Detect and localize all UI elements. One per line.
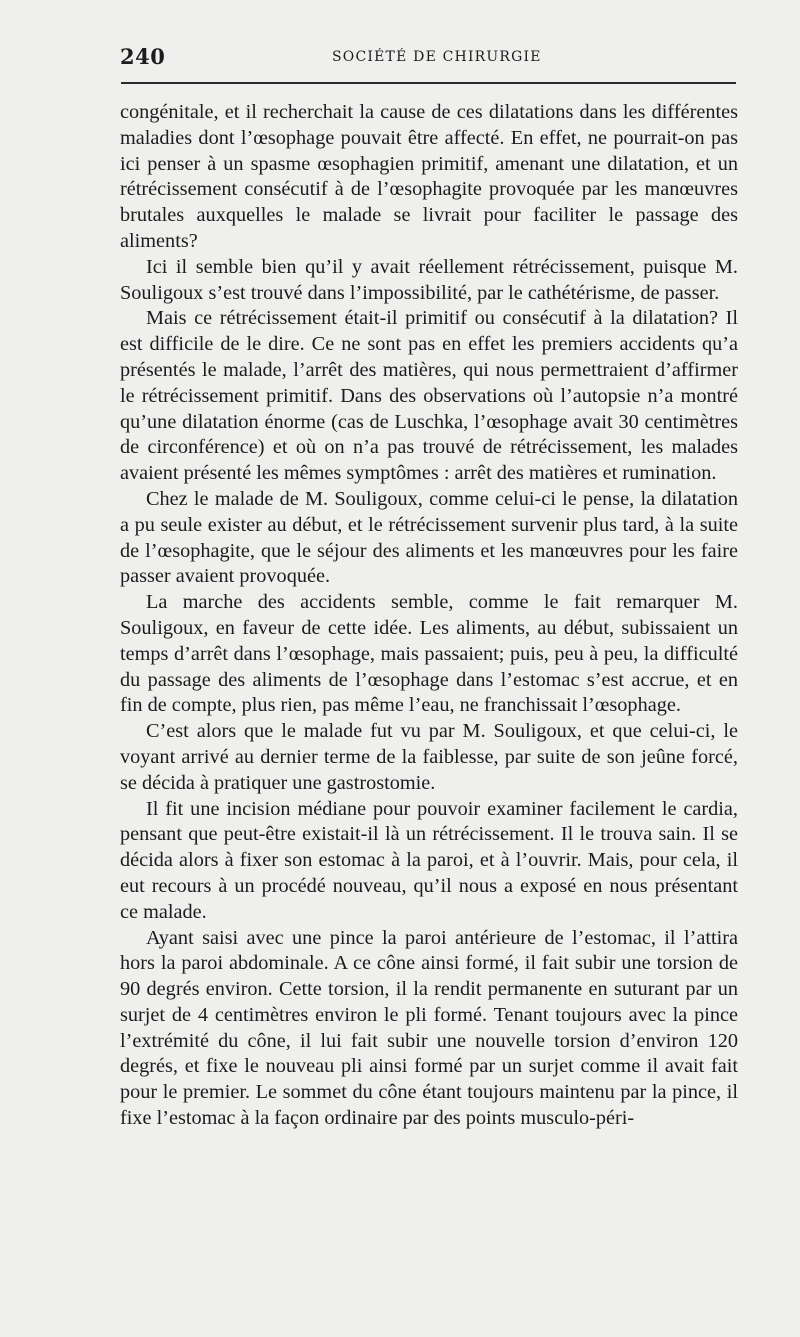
paragraph-7: Il fit une incision médiane pour pouvoir examiner facilement le cardia, pensant que peut-être existait-il là un rétrécissement. Il le trouva sain. Il se décida alors à fixer son estomac à la paroi, et à l’ouvrir. Mais, pour cela, il eut recours à un procédé nouveau, qu’il nous a exposé en nous présentant ce malade. [120,797,738,923]
body-text [120,100,738,1132]
paragraph-6: C’est alors que le malade fut vu par M. Souligoux, et que celui-ci, le voyant arrivé au dernier terme de la faiblesse, par suite de son jeûne forcé, se décida à pratiquer une gastrostomie. [120,720,738,794]
journal-title: SOCIÉTÉ DE CHIRURGIE [332,49,542,65]
paragraph-4: Chez le malade de M. Souligoux, comme celui-ci le pense, la dilatation a pu seule exister au début, et le rétrécissement survenir plus tard, à la suite de l’œsophagite, que le séjour des aliments et les manœuvres pour les faire passer avaient provoquée. [120,487,738,588]
paragraph-3: Mais ce rétrécissement était-il primitif ou consécutif à la dilatation? Il est difficile de le dire. Ce ne sont pas en effet les premiers accidents qu’a présentés le malade, l’arrêt des matières, qui nous permettraient d’affirmer le rétrécissement primitif. Dans des observations où l’autopsie n’a montré qu’une dilatation énorme (cas de Luschka, l’œsophage avait 30 centimètres de circonférence) et où on n’a pas trouvé de rétrécissement, les malades avaient présenté les mêmes symptômes : arrêt des matières et rumination. [120,307,738,485]
page-number: 240 [120,44,166,69]
paragraph-2: Ici il semble bien qu’il y avait réellement rétrécissement, puisque M. Souligoux s’est trouvé dans l’impossibilité, par le cathétérisme, de passer. [120,255,738,304]
paragraph-8: Ayant saisi avec une pince la paroi antérieure de l’estomac, il l’attira hors la paroi abdominale. A ce cône ainsi formé, il fait subir une torsion de 90 degrés environ. Cette torsion, il la rendit permanente en suturant par un surjet de 4 centimètres environ le pli formé. Tenant toujours avec la pince l’extrémité du cône, il lui fait subir une nouvelle torsion d’environ 120 degrés, et fixe le nouveau pli ainsi formé par un surjet comme il avait fait pour le premier. Le sommet du cône étant toujours maintenu par la pince, il fixe l’estomac à la façon ordinaire par des points musculo-péri- [120,926,738,1130]
paragraph-1: congénitale, et il recherchait la cause de ces dilatations dans les différentes maladies dont l’œsophage pouvait être affecté. En effet, ne pourrait-on pas ici penser à un spasme œsophagien primitif, amenant une dilatation, et un rétrécissement consécutif à de l’œsophagite provoquée par les manœuvres brutales auxquelles le malade se livrait pour faciliter le passage des aliments? [120,101,738,252]
running-head [120,40,738,74]
paragraph-5: La marche des accidents semble, comme le fait remarquer M. Souligoux, en faveur de cette idée. Les aliments, au début, subissaient un temps d’arrêt dans l’œsophage, mais passaient; puis, peu à peu, la difficulté du passage des aliments de l’œsophage dans l’estomac s’est accrue, et en fin de compte, plus rien, pas même l’eau, ne franchissait l’œsophage. [120,591,738,717]
header-rule [121,82,736,84]
